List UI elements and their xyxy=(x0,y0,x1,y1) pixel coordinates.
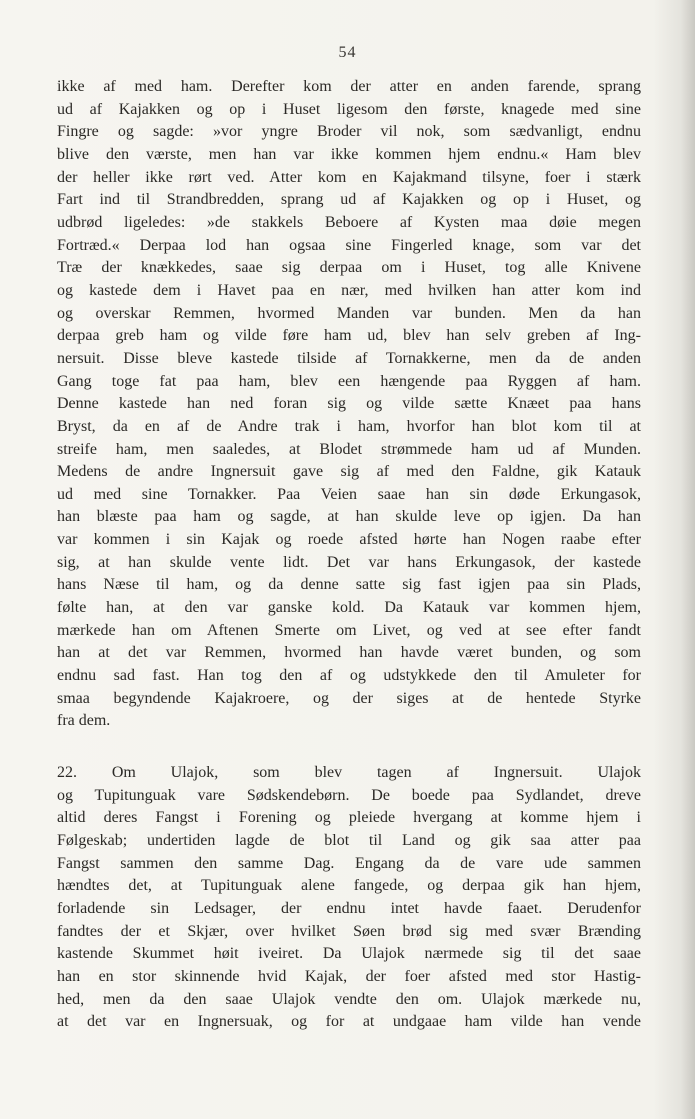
text-line: endnu sad fast. Han tog den af og udstykkede den til Amuleter for xyxy=(57,667,641,685)
text-line: blive den værste, men han var ikke kommen hjem endnu.« Ham blev xyxy=(57,145,641,163)
text-line: ud af Kajakken og op i Huset ligesom den første, knagede med sine xyxy=(57,100,641,118)
text-line: Gang toge fat paa ham, blev een hængende paa Ryggen af ham. xyxy=(57,372,641,390)
text-line: forladende sin Ledsager, der endnu intet havde faaet. Derudenfor xyxy=(57,899,641,917)
text-line: der heller ikke rørt ved. Atter kom en Kajakmand tilsyne, foer i stærk xyxy=(57,168,641,186)
text-line: nersuit. Disse bleve kastede tilside af Tornakkerne, men da de anden xyxy=(57,349,641,367)
text-line: Fingre og sagde: »vor yngre Broder vil nok, som sædvanligt, endnu xyxy=(57,123,641,141)
text-line: Bryst, da en af de Andre trak i ham, hvorfor han blot kom til at xyxy=(57,417,641,435)
text-line: streife ham, men saaledes, at Blodet strømmede ham ud af Munden. xyxy=(57,440,641,458)
text-line: fandtes der et Skjær, over hvilket Søen brød sig med svær Brænding xyxy=(57,922,641,940)
text-line: og kastede dem i Havet paa en nær, med hvilken han atter kom ind xyxy=(57,281,641,299)
text-line: kastende Skummet høit iveiret. Da Ulajok nærmede sig til det saae xyxy=(57,945,641,963)
text-line: han en stor skinnende hvid Kajak, der foer afsted med stor Hastig- xyxy=(57,967,641,985)
text-line: han at det var Remmen, hvormed han havde været bunden, og som xyxy=(57,644,641,662)
text-line: hændtes det, at Tupitunguak alene fangede, og derpaa gik han hjem, xyxy=(57,877,641,895)
text-line: hans Næse til ham, og da denne satte sig fast igjen paa sin Plads, xyxy=(57,576,641,594)
text-line: han blæste paa ham og sagde, at han skulde leve op igjen. Da han xyxy=(57,508,641,526)
text-line: smaa begyndende Kajakroere, og der siges at de hentede Styrke xyxy=(57,689,641,707)
text-line: fra dem. xyxy=(57,712,111,730)
text-line: og overskar Remmen, hvormed Manden var bunden. Men da han xyxy=(57,304,641,322)
text-line: ud med sine Tornakker. Paa Veien saae han sin døde Erkungasok, xyxy=(57,485,641,503)
text-line: derpaa greb ham og vilde føre ham ud, blev han selv greben af Ing- xyxy=(57,327,641,345)
text-line: Denne kastede han ned foran sig og vilde sætte Knæet paa hans xyxy=(57,395,641,413)
text-line: og Tupitunguak vare Sødskendebørn. De boede paa Sydlandet, dreve xyxy=(57,786,641,804)
text-line: hed, men da den saae Ulajok vendte den om. Ulajok mærkede nu, xyxy=(57,990,641,1008)
text-line: 22. Om Ulajok, som blev tagen af Ingnersuit. Ulajok xyxy=(57,764,641,781)
text-line: Træ der knækkedes, saae sig derpaa om i Huset, tog alle Knivene xyxy=(57,259,641,277)
paragraph-2 xyxy=(57,762,641,1034)
text-line: Fortræd.« Derpaa lod han ogsaa sine Fingerled knage, som var det xyxy=(57,236,641,254)
page-number: 54 xyxy=(338,44,357,61)
text-line: Medens de andre Ingnersuit gave sig af med den Faldne, gik Katauk xyxy=(57,463,641,481)
text-line: Fart ind til Strandbredden, sprang ud af Kajakken og op i Huset, og xyxy=(57,191,641,209)
text-line: følte han, at den var ganske kold. Da Katauk var kommen hjem, xyxy=(57,599,641,617)
text-line: Fangst sammen den samme Dag. Engang da de vare ude sammen xyxy=(57,854,641,872)
text-line: at det var en Ingnersuak, og for at undgaae ham vilde han vende xyxy=(57,1013,641,1031)
paragraph-1 xyxy=(57,76,641,733)
text-line: sig, at han skulde vente lidt. Det var hans Erkungasok, der kastede xyxy=(57,553,641,571)
text-line: var kommen i sin Kajak og roede afsted hørte han Nogen raabe efter xyxy=(57,531,641,549)
text-line: altid deres Fangst i Forening og pleiede hvergang at komme hjem i xyxy=(57,809,641,827)
text-line: udbrød ligeledes: »de stakkels Beboere af Kysten maa døie megen xyxy=(57,213,641,231)
text-line: ikke af med ham. Derefter kom der atter en anden farende, sprang xyxy=(57,78,641,95)
text-line: Følgeskab; undertiden lagde de blot til Land og gik saa atter paa xyxy=(57,831,641,849)
text-line: mærkede han om Aftenen Smerte om Livet, og ved at see efter fandt xyxy=(57,621,641,639)
